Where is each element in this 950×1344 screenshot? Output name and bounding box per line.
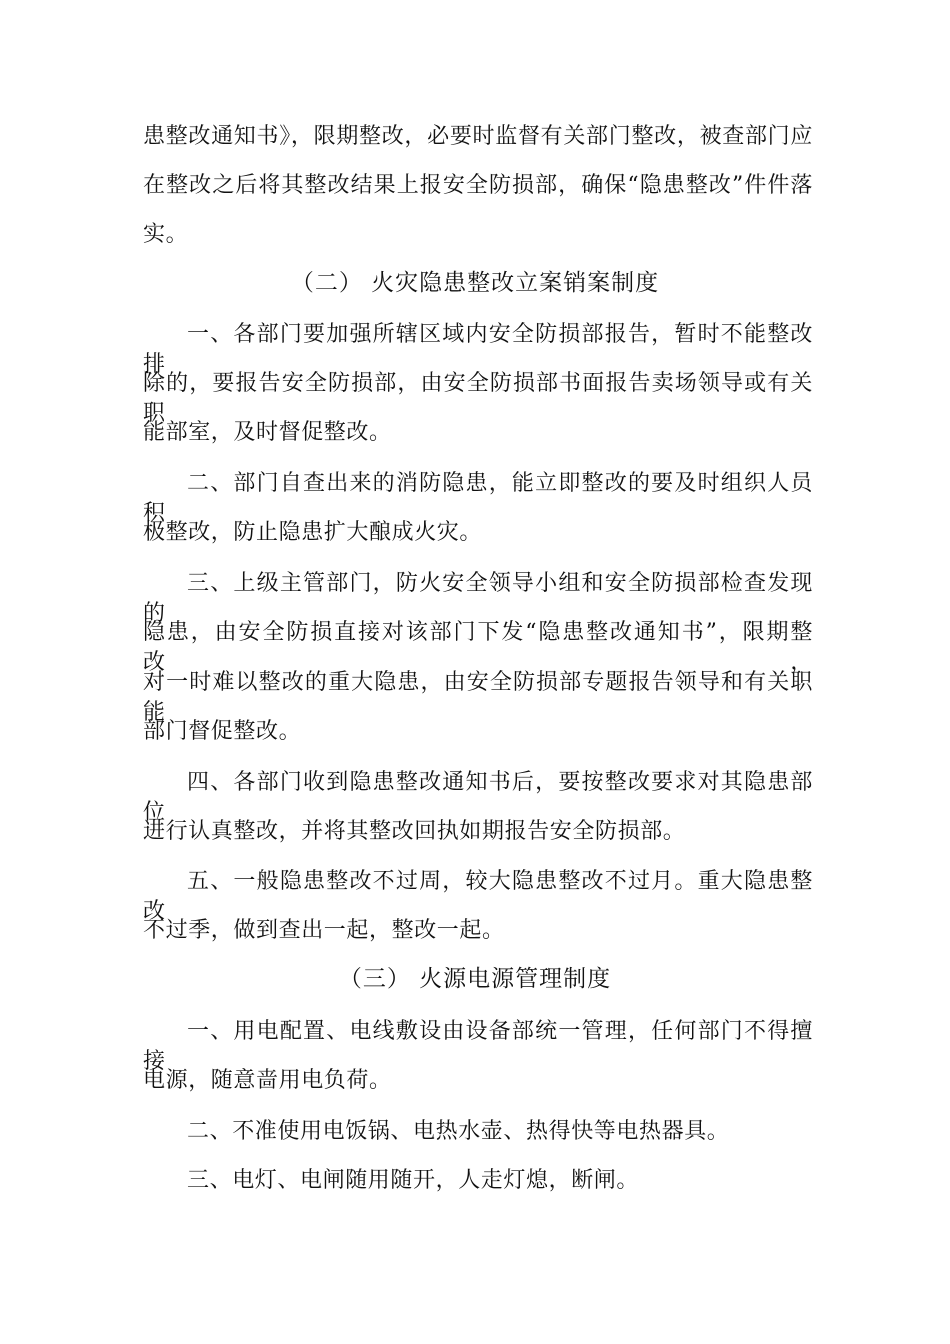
s2-p5-line-2: 不过季，做到查出一起，整改一起。 — [143, 918, 505, 943]
section-2-heading: （二） 火灾隐患整改立案销案制度 — [290, 270, 660, 296]
s3-p1-line-2: 电源，随意啬用电负荷。 — [143, 1068, 392, 1093]
s2-p4-line-1: 四、各部门收到隐患整改通知书后，要按整改要求对其隐患部位 — [143, 770, 813, 825]
s3-p2-line-1: 二、不准使用电饭锅、电热水壶、热得快等电热器具。 — [187, 1119, 730, 1144]
s2-p1-line-1: 一、各部门要加强所辖区域内安全防损部报告，暂时不能整改排 — [143, 322, 813, 377]
s2-p1-line-2: 除的，要报告安全防损部，由安全防损部书面报告卖场领导或有关职 — [143, 371, 813, 426]
s2-p3-line-1: 三、上级主管部门，防火安全领导小组和安全防损部检查发现的 — [143, 571, 813, 626]
s2-p2-line-2: 极整改，防止隐患扩大酿成火灾。 — [143, 520, 483, 545]
s2-p4-line-2: 进行认真整改，并将其整改回执如期报告安全防损部。 — [143, 819, 686, 844]
s2-p3-line-2: 隐患，由安全防损直接对该部门下发“隐患整改通知书”，限期整改， — [143, 620, 813, 675]
s3-p1-line-1: 一、用电配置、电线敷设由设备部统一管理，任何部门不得擅接 — [143, 1019, 813, 1074]
intro-line-2: 在整改之后将其整改结果上报安全防损部，确保“隐患整改”件件落 — [143, 173, 813, 198]
s2-p1-line-3: 能部室，及时督促整改。 — [143, 420, 392, 445]
s2-p3-line-4: 部门督促整改。 — [143, 719, 302, 744]
s3-p3-line-1: 三、电灯、电闸随用随开，人走灯熄，断闸。 — [187, 1168, 640, 1193]
s2-p5-line-1: 五、一般隐患整改不过周，较大隐患整改不过月。重大隐患整改 — [143, 869, 813, 924]
s2-p3-line-3: 对一时难以整改的重大隐患，由安全防损部专题报告领导和有关职能 — [143, 670, 813, 725]
section-3-heading: （三） 火源电源管理制度 — [338, 966, 612, 992]
s2-p2-line-1: 二、部门自查出来的消防隐患，能立即整改的要及时组织人员积 — [143, 471, 813, 526]
intro-line-3: 实。 — [143, 222, 189, 247]
intro-line-1: 患整改通知书》，限期整改，必要时监督有关部门整改，被查部门应 — [143, 124, 813, 149]
